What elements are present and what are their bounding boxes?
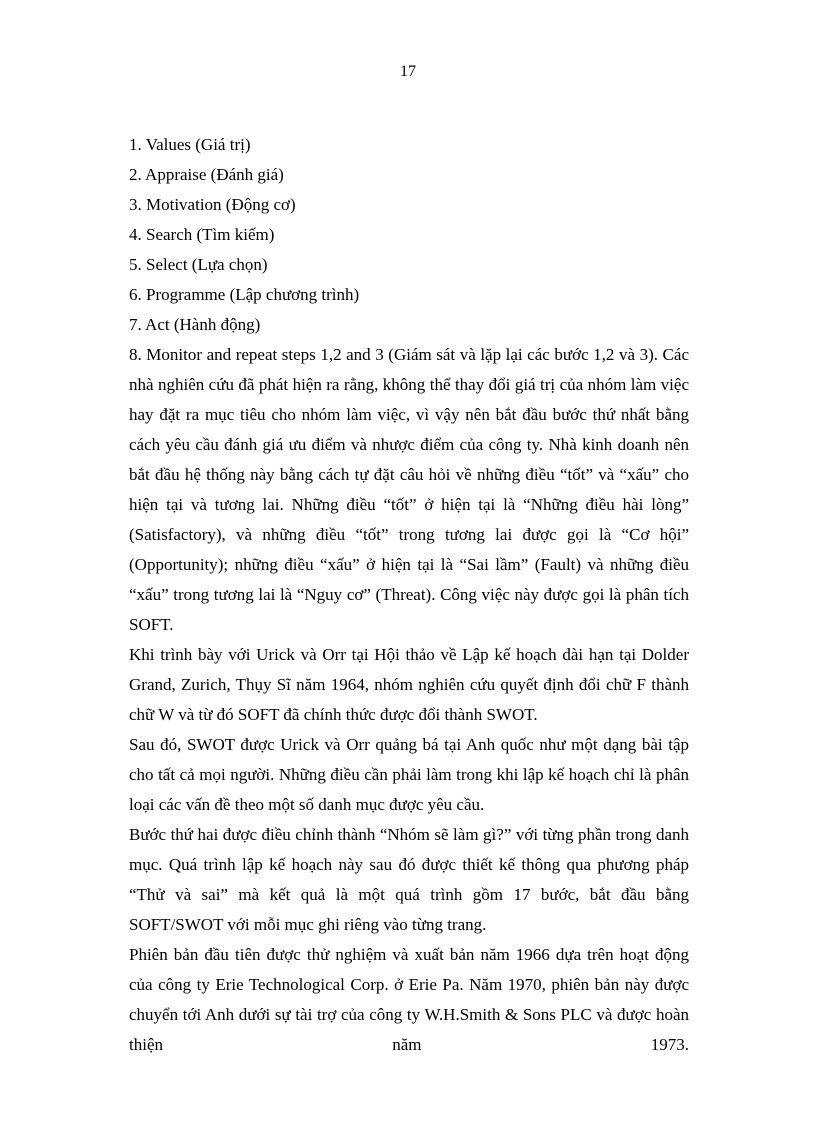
list-item-motivation: 3. Motivation (Động cơ) — [129, 195, 296, 214]
page-number: 17 — [400, 63, 416, 80]
list-item-programme: 6. Programme (Lập chương trình) — [129, 285, 360, 304]
list-item-select: 5. Select (Lựa chọn) — [129, 255, 268, 274]
paragraph-17-steps: Bước thứ hai được điều chỉnh thành “Nhóm sẽ làm gì?” với từng phần trong danh mục. Quá trình lập kế hoạch này sau đó được thiết kế thông qua phương pháp “Thử và sai” mà kết quả là một quá trình gồm 17 bước, bắt đầu bằng SOFT/SWOT với mỗi mục ghi riêng vào từng trang. — [129, 825, 689, 934]
paragraph-uk-promotion: Sau đó, SWOT được Urick và Orr quảng bá tại Anh quốc như một dạng bài tập cho tất cả mọi người. Những điều cần phải làm trong khi lập kế hoạch chỉ là phân loại các vấn đề theo một số danh mục được yêu cầu. — [129, 735, 689, 814]
list-item-values: 1. Values (Giá trị) — [129, 135, 251, 154]
page-body — [129, 130, 689, 1060]
paragraph-zurich-swot: Khi trình bày với Urick và Orr tại Hội thảo về Lập kế hoạch dài hạn tại Dolder Grand, Zurich, Thụy Sĩ năm 1964, nhóm nghiên cứu quyết định đổi chữ F thành chữ W và từ đó SOFT đã chính thức được đổi thành SWOT. — [129, 645, 689, 724]
list-item-appraise: 2. Appraise (Đánh giá) — [129, 165, 284, 184]
list-item-act: 7. Act (Hành động) — [129, 315, 261, 334]
paragraph-monitor-soft: 8. Monitor and repeat steps 1,2 and 3 (Giám sát và lặp lại các bước 1,2 và 3). Các nhà nghiên cứu đã phát hiện ra rằng, không thể thay đổi giá trị của nhóm làm việc hay đặt ra mục tiêu cho nhóm làm việc, vì vậy nên bắt đầu bước thứ nhất bằng cách yêu cầu đánh giá ưu điểm và nhược điểm của công ty. Nhà kinh doanh nên bắt đầu hệ thống này bằng cách tự đặt câu hỏi về những điều “tốt” và “xấu” cho hiện tại và tương lai. Những điều “tốt” ở hiện tại là “Những điều hài lòng” (Satisfactory), và những điều “tốt” trong tương lai được gọi là “Cơ hội” (Opportunity); những điều “xấu” ở hiện tại là “Sai lầm” (Fault) và những điều “xấu” trong tương lai là “Nguy cơ” (Threat). Công việc này được gọi là phân tích SOFT. — [129, 345, 689, 634]
paragraph-first-version: Phiên bản đầu tiên được thử nghiệm và xuất bản năm 1966 dựa trên hoạt động của công ty Erie Technological Corp. ở Erie Pa. Năm 1970, phiên bản này được chuyển tới Anh dưới sự tài trợ của công ty W.H.Smith & Sons PLC và được hoàn thiện năm 1973. — [129, 945, 689, 1054]
list-item-search: 4. Search (Tìm kiếm) — [129, 225, 275, 244]
